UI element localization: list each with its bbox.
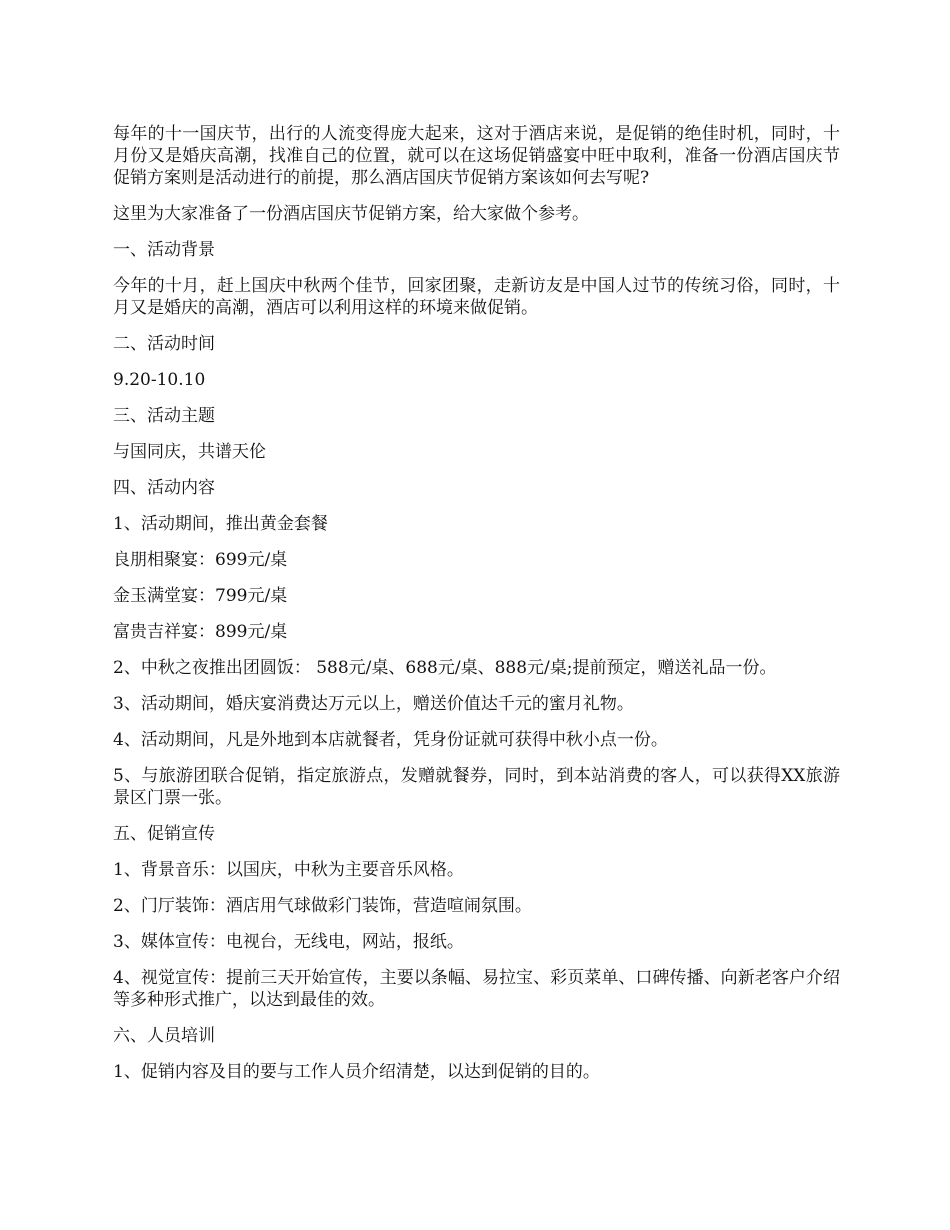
promotion-item-1: 1、背景音乐：以国庆，中秋为主要音乐风格。 xyxy=(113,860,464,880)
promotion-item-4: 4、视觉宣传：提前三天开始宣传，主要以条幅、易拉宝、彩页菜单、口碑传播、向新老客户介绍等多种形式推广，以达到最佳的效。 xyxy=(113,968,840,1010)
section-heading-training: 六、人员培训 xyxy=(113,1026,215,1046)
training-item-1: 1、促销内容及目的要与工作人员介绍清楚，以达到促销的目的。 xyxy=(113,1062,600,1082)
section-heading-theme: 三、活动主题 xyxy=(113,406,215,426)
promotion-item-3: 3、媒体宣传：电视台，无线电，网站，报纸。 xyxy=(113,932,464,952)
content-item-4: 4、活动期间，凡是外地到本店就餐者，凭身份证就可获得中秋小点一份。 xyxy=(113,730,668,750)
intro-paragraph: 每年的十一国庆节，出行的人流变得庞大起来，这对于酒店来说，是促销的绝佳时机，同时，十月份又是婚庆高潮，找准自己的位置，就可以在这场促销盛宴中旺中取利，准备一份酒店国庆节促销方案则是活动进行的前提，那么酒店国庆节促销方案该如何去写呢? xyxy=(113,124,840,188)
content-item-5: 5、与旅游团联合促销，指定旅游点，发赠就餐券，同时，到本站消费的客人，可以获得XX旅游景区门票一张。 xyxy=(113,766,840,808)
intro-note: 这里为大家准备了一份酒店国庆节促销方案，给大家做个参考。 xyxy=(113,204,589,224)
promotion-item-2: 2、门厅装饰：酒店用气球做彩门装饰，营造喧闹氛围。 xyxy=(113,896,532,916)
content-item-3: 3、活动期间，婚庆宴消费达万元以上，赠送价值达千元的蜜月礼物。 xyxy=(113,694,634,714)
activity-theme: 与国同庆，共谱天伦 xyxy=(113,442,266,462)
section-heading-background: 一、活动背景 xyxy=(113,240,215,260)
content-item-2: 2、中秋之夜推出团圆饭： 588元/桌、688元/桌、888元/桌;提前预定，赠送礼品一份。 xyxy=(113,658,777,678)
package-item-2: 金玉满堂宴：799元/桌 xyxy=(113,586,288,606)
background-paragraph: 今年的十月，赶上国庆中秋两个佳节，回家团聚，走新访友是中国人过节的传统习俗，同时，十月又是婚庆的高潮，酒店可以利用这样的环境来做促销。 xyxy=(113,276,840,318)
content-item-1: 1、活动期间，推出黄金套餐 xyxy=(113,514,328,534)
section-heading-time: 二、活动时间 xyxy=(113,334,215,354)
section-heading-content: 四、活动内容 xyxy=(113,478,215,498)
activity-time: 9.20-10.10 xyxy=(113,370,206,390)
section-heading-promotion: 五、促销宣传 xyxy=(113,824,215,844)
package-item-3: 富贵吉祥宴：899元/桌 xyxy=(113,622,288,642)
document-page xyxy=(113,123,840,1097)
package-item-1: 良朋相聚宴：699元/桌 xyxy=(113,550,288,570)
